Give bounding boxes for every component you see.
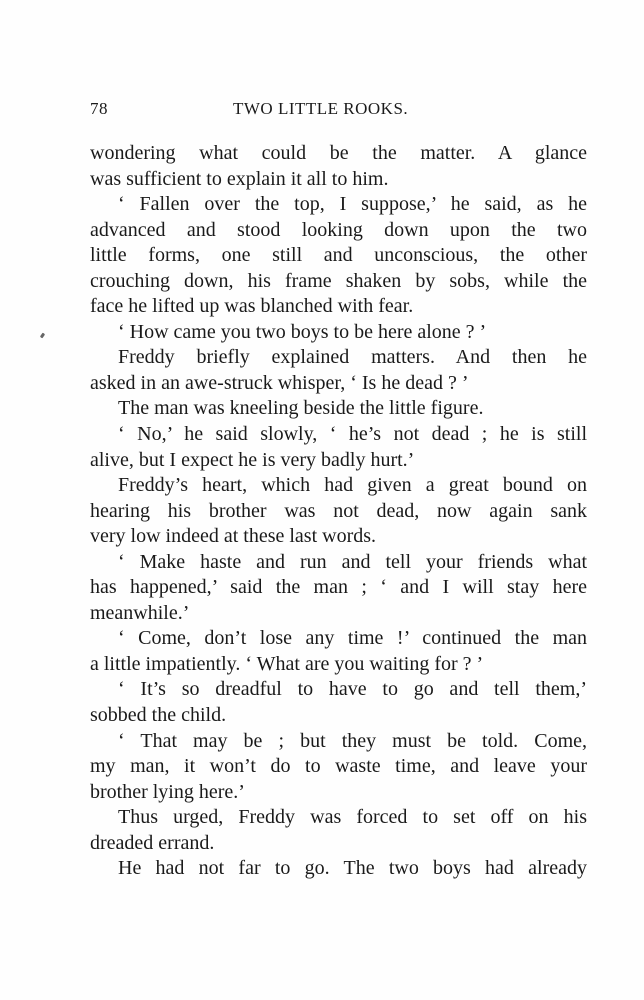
text-line: sobbed the child. xyxy=(90,704,227,727)
text-line: wondering what could be the matter. A glance xyxy=(90,142,587,164)
text-line: very low indeed at these last words. xyxy=(90,525,377,548)
text-line: a little impatiently. ‘ What are you waiting for ? ’ xyxy=(90,652,484,675)
text-line: ‘ Come, don’t lose any time !’ continued the man xyxy=(118,627,587,650)
text-line: was sufficient to explain it all to him. xyxy=(90,167,389,190)
text-line: Freddy briefly explained matters. And then he xyxy=(118,346,587,369)
text-line: The man was kneeling beside the little figure. xyxy=(118,397,484,420)
text-line: ‘ Make haste and run and tell your friends what xyxy=(118,550,587,573)
text-line: He had not far to go. The two boys had already xyxy=(118,857,587,880)
text-line: ‘ Fallen over the top, I suppose,’ he said, as he xyxy=(118,193,587,216)
text-line: little forms, one still and unconscious, the other xyxy=(90,244,587,267)
text-line: advanced and stood looking down upon the two xyxy=(90,218,587,241)
text-line: alive, but I expect he is very badly hurt.’ xyxy=(90,448,415,471)
text-line: crouching down, his frame shaken by sobs, while the xyxy=(90,269,587,292)
text-line: Thus urged, Freddy was forced to set off on his xyxy=(118,806,587,829)
text-line: brother lying here.’ xyxy=(90,780,245,803)
text-line: hearing his brother was not dead, now again sank xyxy=(90,499,587,522)
page-number: 78 xyxy=(90,99,108,118)
running-header xyxy=(90,99,590,123)
text-line: has happened,’ said the man ; ‘ and I will stay here xyxy=(90,576,587,599)
text-line: meanwhile.’ xyxy=(90,601,190,624)
text-line: Freddy’s heart, which had given a great bound on xyxy=(118,474,587,497)
running-title: TWO LITTLE ROOKS. xyxy=(233,99,409,118)
text-line: ‘ That may be ; but they must be told. Come, xyxy=(118,729,587,752)
text-line: my man, it won’t do to waste time, and leave your xyxy=(90,755,587,778)
body-text xyxy=(90,141,587,882)
text-line: asked in an awe-struck whisper, ‘ Is he dead ? ’ xyxy=(90,371,469,394)
text-line: face he lifted up was blanched with fear. xyxy=(90,295,414,318)
text-line: ‘ It’s so dreadful to have to go and tell them,’ xyxy=(118,678,587,701)
text-line: dreaded errand. xyxy=(90,831,215,854)
ink-speck xyxy=(40,333,45,339)
text-line: ‘ No,’ he said slowly, ‘ he’s not dead ; he is still xyxy=(118,423,587,446)
text-line: ‘ How came you two boys to be here alone ? ’ xyxy=(118,320,487,343)
